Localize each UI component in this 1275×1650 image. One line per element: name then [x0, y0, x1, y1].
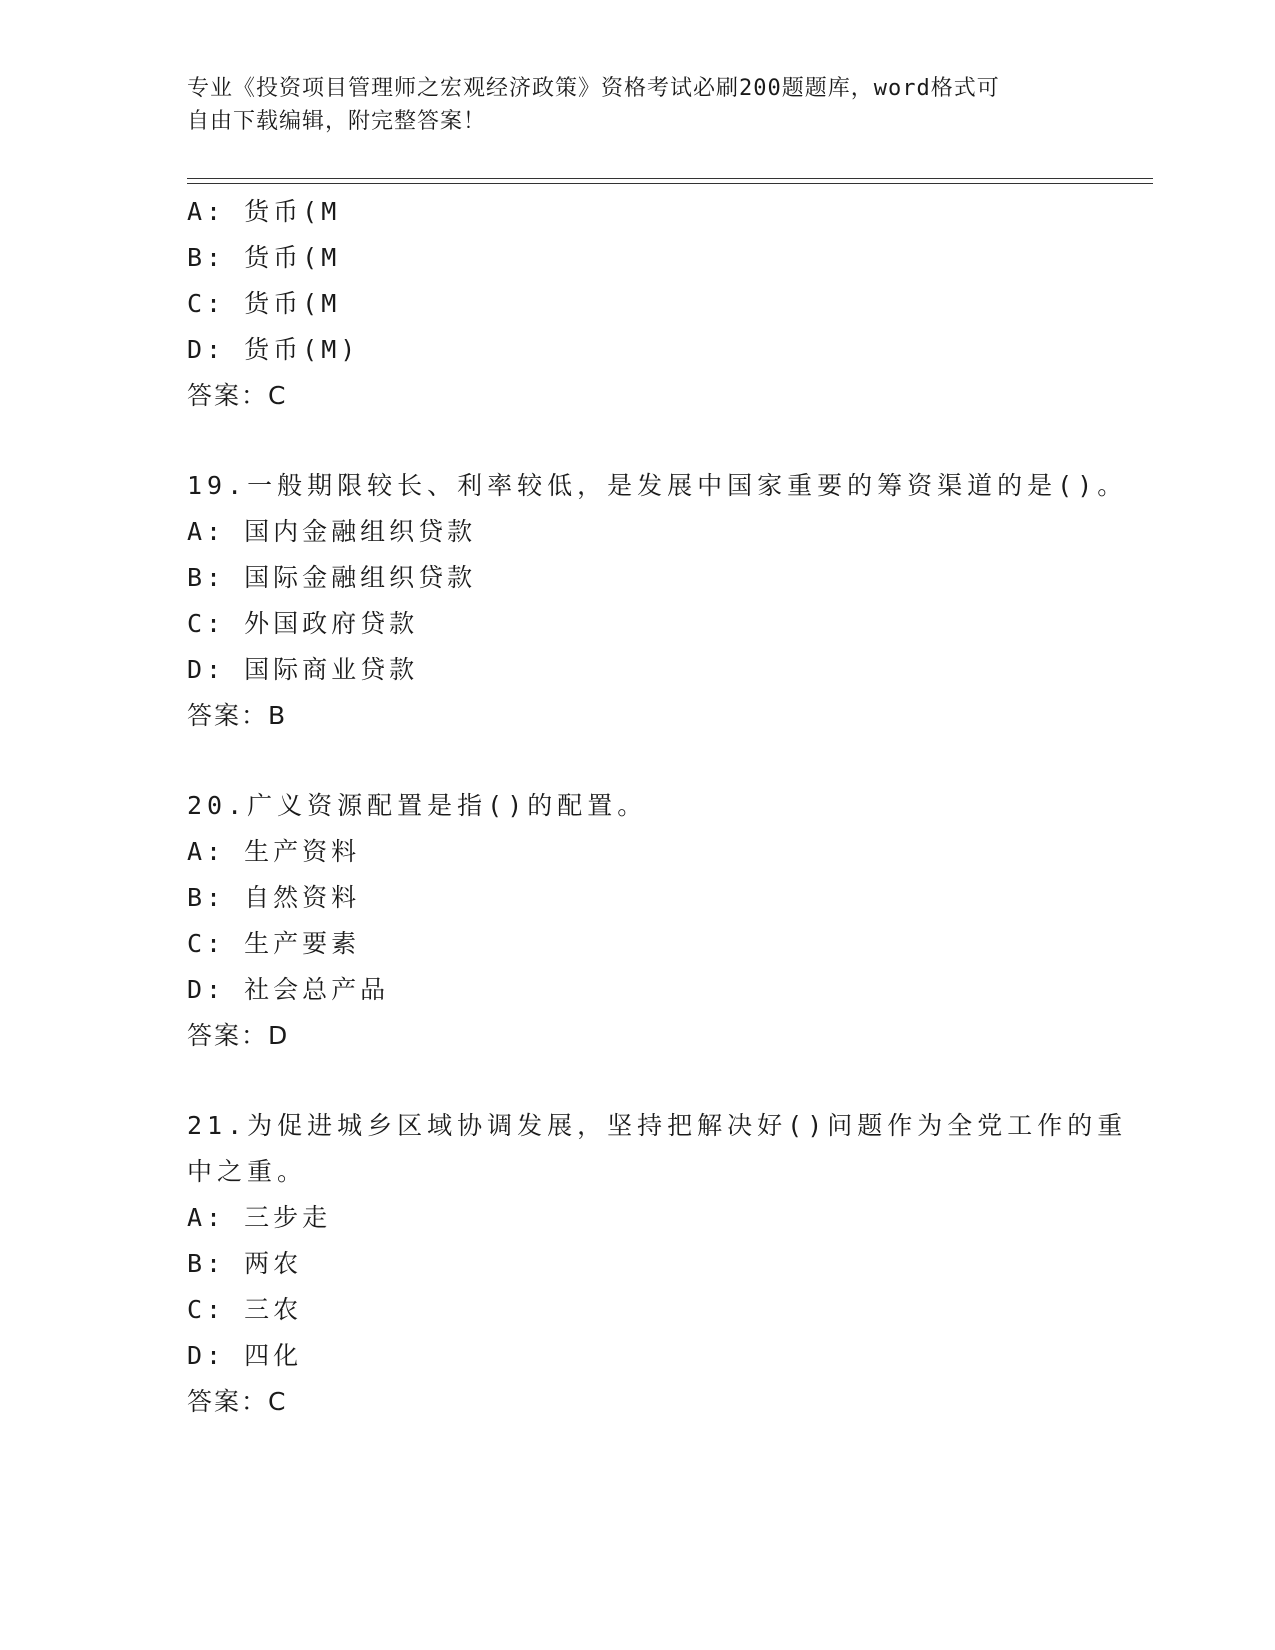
answer-line: 答案：D [187, 1021, 290, 1050]
option-d: D: 四化 [187, 1341, 303, 1370]
option-b: B: 货币(M [187, 243, 341, 272]
question-stem-line-1: 21.为促进城乡区域协调发展，坚持把解决好()问题作为全党工作的重 [187, 1111, 1128, 1140]
question-block-21 [187, 1103, 1128, 1425]
header-title-line-1: 专业《投资项目管理师之宏观经济政策》资格考试必刷200题题库，word格式可 [187, 76, 1000, 101]
question-block-18 [187, 189, 1087, 419]
option-c: C: 货币(M [187, 289, 341, 318]
question-stem: 19.一般期限较长、利率较低，是发展中国家重要的筹资渠道的是()。 [187, 471, 1128, 500]
question-block-20 [187, 783, 1087, 1059]
option-a: A: 货币(M [187, 197, 341, 226]
header-divider-bottom [187, 183, 1153, 184]
option-c: C: 外国政府贷款 [187, 609, 419, 638]
option-b: B: 两农 [187, 1249, 303, 1278]
spacer [187, 739, 1087, 783]
question-list [187, 189, 1128, 1425]
question-block-19 [187, 463, 1128, 739]
question-stem-line-2: 中之重。 [187, 1157, 308, 1186]
option-a: A: 国内金融组织贷款 [187, 517, 477, 546]
question-stem: 20.广义资源配置是指()的配置。 [187, 791, 648, 820]
spacer [187, 419, 1087, 463]
option-d: D: 国际商业贷款 [187, 655, 419, 684]
option-d: D: 货币(M) [187, 335, 360, 364]
document-header [187, 72, 1087, 138]
option-a: A: 生产资料 [187, 837, 361, 866]
option-c: C: 三农 [187, 1295, 303, 1324]
option-b: B: 国际金融组织贷款 [187, 563, 477, 592]
spacer [187, 1059, 1087, 1103]
option-d: D: 社会总产品 [187, 975, 390, 1004]
answer-line: 答案：C [187, 1387, 288, 1416]
header-title-line-2: 自由下载编辑，附完整答案！ [187, 109, 487, 134]
answer-line: 答案：C [187, 381, 288, 410]
option-a: A: 三步走 [187, 1203, 332, 1232]
option-c: C: 生产要素 [187, 929, 361, 958]
answer-line: 答案：B [187, 701, 288, 730]
option-b: B: 自然资料 [187, 883, 361, 912]
header-divider-top [187, 178, 1153, 179]
